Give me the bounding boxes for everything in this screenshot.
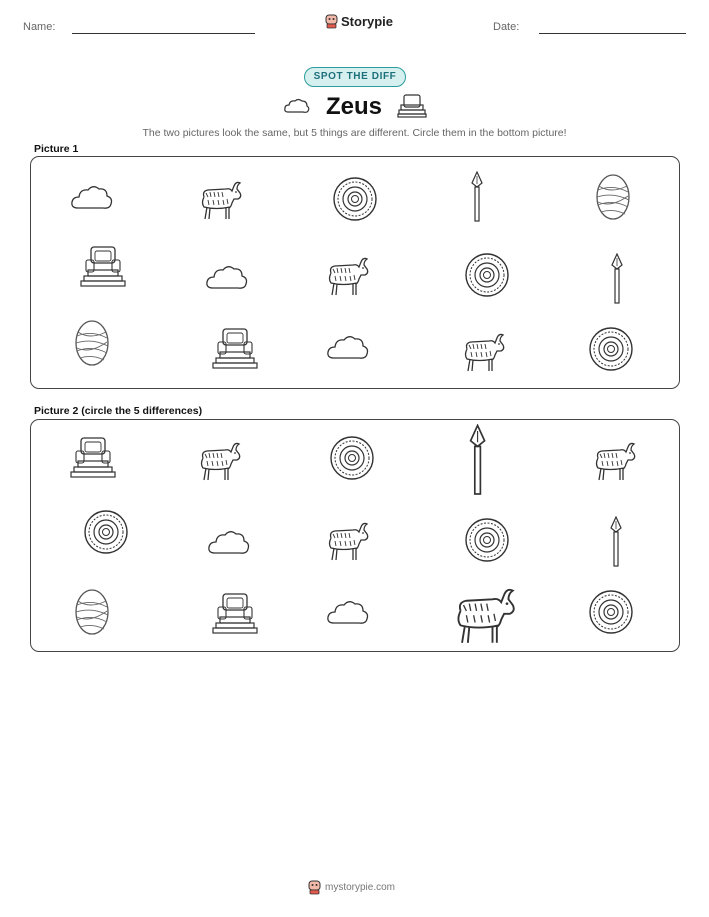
goat-icon[interactable]: [449, 579, 519, 649]
brand-name: Storypie: [341, 14, 394, 29]
spear-icon[interactable]: [607, 516, 625, 568]
bandage-icon[interactable]: [72, 587, 112, 637]
shield-icon: [464, 252, 510, 298]
throne-icon: [210, 326, 260, 372]
shield-icon[interactable]: [588, 589, 634, 635]
brand-logo: [325, 14, 393, 29]
spot-the-diff-badge: SPOT THE DIFF: [304, 67, 406, 87]
shield-icon[interactable]: [329, 435, 375, 481]
spear-icon[interactable]: [465, 424, 490, 497]
goat-icon[interactable]: [323, 516, 371, 564]
picture2-panel[interactable]: [30, 419, 680, 652]
bandage-icon: [72, 318, 112, 368]
bandage-icon: [593, 172, 633, 222]
throne-icon[interactable]: [210, 591, 260, 637]
goat-icon: [196, 175, 244, 223]
throne-icon: [397, 93, 427, 119]
cloud-icon: [325, 331, 371, 363]
cloud-icon: [69, 181, 115, 213]
instructions: The two pictures look the same, but 5 things are different. Circle them in the bottom picture!: [142, 127, 567, 139]
name-field[interactable]: [72, 33, 255, 34]
goat-icon: [459, 327, 507, 375]
shield-icon: [332, 176, 378, 222]
goat-icon: [323, 251, 371, 299]
picture2-label: Picture 2 (circle the 5 differences): [34, 405, 203, 417]
shield-icon[interactable]: [83, 509, 129, 555]
cloud-icon: [204, 261, 250, 293]
picture1-panel: [30, 156, 680, 389]
page-title: Zeus: [325, 93, 382, 120]
throne-icon[interactable]: [68, 435, 118, 481]
spear-icon: [608, 253, 626, 305]
date-label: Date:: [493, 21, 520, 33]
cloud-icon[interactable]: [206, 526, 252, 558]
date-field[interactable]: [539, 33, 686, 34]
goat-icon[interactable]: [195, 436, 243, 484]
name-label: Name:: [23, 21, 56, 33]
cloud-icon[interactable]: [325, 596, 371, 628]
spear-icon: [468, 171, 486, 223]
throne-icon: [78, 244, 128, 290]
goat-icon[interactable]: [590, 436, 638, 484]
footer-site: mystorypie.com: [325, 882, 396, 893]
shield-icon: [588, 326, 634, 372]
shield-icon[interactable]: [464, 517, 510, 563]
footer: [308, 880, 395, 895]
storypie-mascot-icon: [308, 880, 321, 895]
picture1-label: Picture 1: [34, 143, 79, 155]
cloud-icon: [283, 96, 311, 116]
storypie-mascot-icon: [325, 14, 338, 29]
